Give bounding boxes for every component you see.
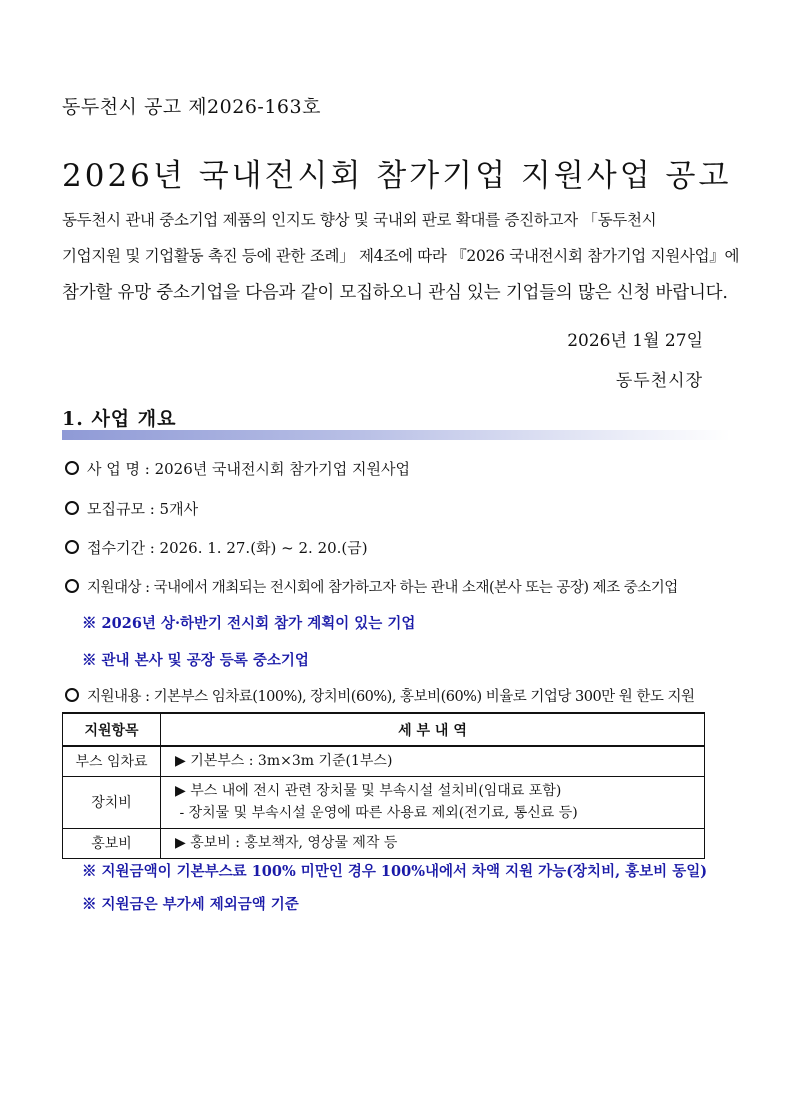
section-title: 1. 사업 개요: [62, 408, 177, 430]
table-cell-detail: [161, 828, 705, 858]
eligibility-note: ※ 2026년 상·하반기 전시회 참가 계획이 있는 기업: [82, 615, 416, 632]
detail-line: - 장치물 및 부속시설 운영에 따른 사용료 제외(전기료, 통신료 등): [175, 805, 578, 821]
detail-line: ▶ 부스 내에 전시 관련 장치물 및 부속시설 설치비(임대료 포함): [175, 783, 562, 799]
eligibility-note: ※ 관내 본사 및 공장 등록 중소기업: [82, 652, 309, 669]
table-cell-detail: [161, 776, 705, 828]
circle-bullet-icon: [65, 501, 79, 515]
circle-bullet-icon: [65, 579, 79, 593]
notice-date: 2026년 1월 27일: [567, 331, 703, 351]
intro-line-1: 동두천시 관내 중소기업 제품의 인지도 향상 및 국내외 판로 확대를 증진하고자 「동두천시: [62, 211, 657, 229]
amount-note: ※ 지원금액이 기본부스료 100% 미만인 경우 100%내에서 차액 지원 가능(장치비, 홍보비 동일): [82, 863, 708, 880]
list-item-eligibility: [65, 576, 678, 597]
intro-line-2: 기업지원 및 기업활동 촉진 등에 관한 조례」 제4조에 따라 『2026 국내전시회 참가기업 지원사업』에: [62, 247, 740, 265]
issuer: 동두천시장: [615, 371, 703, 391]
list-item-text: 접수기간 : 2026. 1. 27.(화) ~ 2. 20.(금): [87, 539, 368, 557]
section-divider: [62, 430, 730, 440]
list-item-project-name: [65, 458, 410, 479]
list-item-support-content: [65, 685, 695, 706]
list-item-text: 지원대상 : 국내에서 개최되는 전시회에 참가하고자 하는 관내 소재(본사 또는 공장) 제조 중소기업: [87, 580, 678, 596]
list-item-text: 사 업 명 : 2026년 국내전시회 참가기업 지원사업: [87, 460, 410, 478]
list-item-recruit-size: [65, 498, 198, 519]
table-header-item: 지원항목: [63, 713, 161, 746]
page-title: 2026년 국내전시회 참가기업 지원사업 공고: [62, 158, 732, 194]
table-row: [63, 746, 705, 776]
list-item-text: 모집규모 : 5개사: [87, 500, 199, 518]
table-cell-item: 홍보비: [63, 828, 161, 858]
list-item-application-period: [65, 537, 368, 558]
circle-bullet-icon: [65, 461, 79, 475]
circle-bullet-icon: [65, 540, 79, 554]
table-cell-item: 장치비: [63, 776, 161, 828]
list-item-text: 지원내용 : 기본부스 임차료(100%), 장치비(60%), 홍보비(60%) 비율로 기업당 300만 원 한도 지원: [87, 689, 695, 705]
notice-number: 동두천시 공고 제2026-163호: [62, 96, 321, 118]
intro-line-3: 참가할 유망 중소기업을 다음과 같이 모집하오니 관심 있는 기업들의 많은 신청 바랍니다.: [62, 283, 728, 303]
detail-line: ▶ 기본부스 : 3m×3m 기준(1부스): [175, 753, 393, 770]
table-cell-item: 부스 임차료: [63, 746, 161, 776]
support-table: [62, 712, 705, 859]
circle-bullet-icon: [65, 688, 79, 702]
table-cell-detail: [161, 746, 705, 776]
table-row: [63, 828, 705, 858]
amount-note: ※ 지원금은 부가세 제외금액 기준: [82, 896, 299, 913]
detail-line: ▶ 홍보비 : 홍보책자, 영상물 제작 등: [175, 835, 398, 851]
table-header-details: 세 부 내 역: [161, 713, 705, 746]
table-row: [63, 776, 705, 828]
